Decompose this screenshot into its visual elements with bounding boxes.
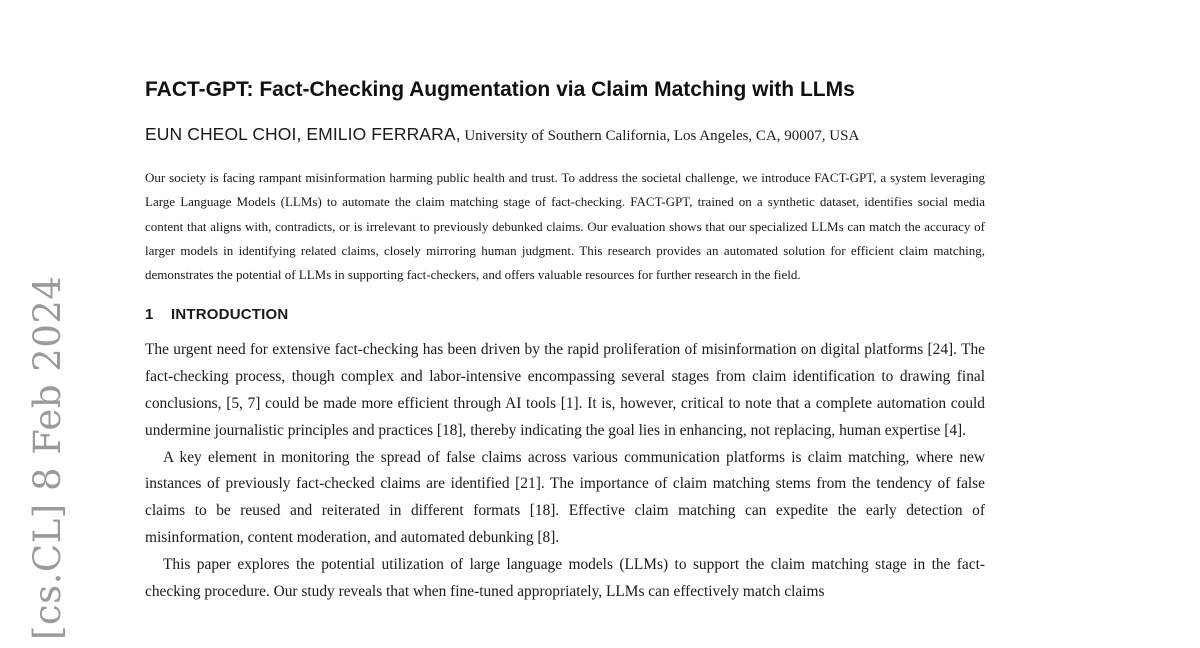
author-affiliation: University of Southern California, Los Angeles, CA, 90007, USA <box>464 128 860 144</box>
author-line <box>145 124 985 146</box>
section-heading-introduction <box>145 305 985 325</box>
arxiv-identifier-stamp: [cs.CL] 8 Feb 2024 <box>26 275 69 640</box>
paper-page <box>145 74 985 605</box>
section-title: INTRODUCTION <box>171 306 289 324</box>
body-paragraph: This paper explores the potential utilization of large language models (LLMs) to support the claim matching stage in the fact-checking procedure. Our study reveals that when fine-tuned appropriately, LLMs can effectively match claims <box>145 555 985 600</box>
author-names: EUN CHEOL CHOI, EMILIO FERRARA, <box>145 124 461 144</box>
introduction-body <box>145 337 985 605</box>
section-number: 1 <box>145 306 154 324</box>
body-paragraph: The urgent need for extensive fact-checking has been driven by the rapid proliferation of misinformation on digital platforms [24]. The fact-checking process, though complex and labor-intensive encompassing several stages from claim identification to drawing final conclusions, [5, 7] could be made more efficient through AI tools [1]. It is, however, critical to note that a complete automation could undermine journalistic principles and practices [18], thereby indicating the goal lies in enhancing, not replacing, human expertise [4]. <box>145 341 985 439</box>
abstract: Our society is facing rampant misinformation harming public health and trust. To address the societal challenge, we introduce FACT-GPT, a system leveraging Large Language Models (LLMs) to automate the claim matching stage of fact-checking. FACT-GPT, trained on a synthetic dataset, identifies social media content that aligns with, contradicts, or is irrelevant to previously debunked claims. Our evaluation shows that our specialized LLMs can match the accuracy of larger models in identifying related claims, closely mirroring human judgment. This research provides an automated solution for efficient claim matching, demonstrates the potential of LLMs in supporting fact-checkers, and offers valuable resources for further research in the field. <box>145 170 985 283</box>
paper-title: FACT-GPT: Fact-Checking Augmentation via Claim Matching with LLMs <box>145 78 855 101</box>
body-paragraph: A key element in monitoring the spread of false claims across various communication platforms is claim matching, where new instances of previously fact-checked claims are identified [21]. The importance of claim matching stems from the tendency of false claims to be reused and reiterated in different formats [18]. Effective claim matching can expedite the early detection of misinformation, content moderation, and automated debunking [8]. <box>145 448 985 547</box>
